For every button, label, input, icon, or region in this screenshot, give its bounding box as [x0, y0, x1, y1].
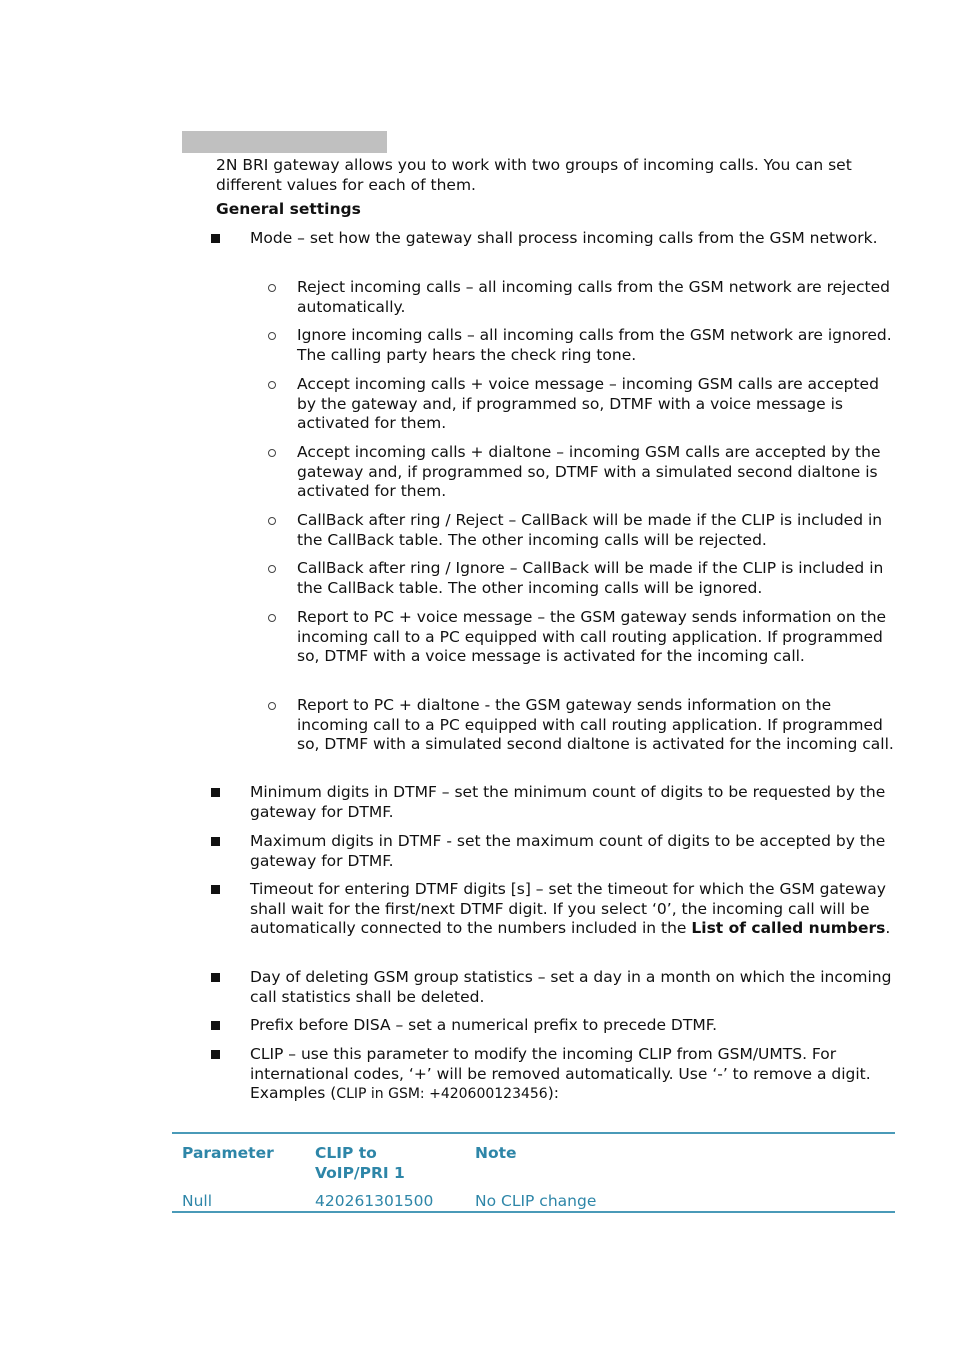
- mode-option: Report to PC + voice message – the GSM gateway sends information on the incoming call to a PC equipped with call routing application. If programmed so, DTMF with a voice message is activated for the incoming call.: [297, 608, 887, 666]
- mode-option: Accept incoming calls + dialtone – incoming GSM calls are accepted by the gateway and, if programmed so, DTMF with a simulated second dialtone is activated for them.: [297, 443, 881, 501]
- clip-example-text: CLIP in GSM: +420600123456: [336, 1086, 548, 1103]
- bullet-circle-icon: [268, 517, 276, 525]
- bullet-circle-icon: [268, 381, 276, 389]
- intro-paragraph: 2N BRI gateway allows you to work with two groups of incoming calls. You can set different values for each of them.: [216, 156, 852, 194]
- table-header-note: Note: [475, 1144, 517, 1162]
- mode-bullet: Mode – set how the gateway shall process incoming calls from the GSM network.: [250, 229, 878, 247]
- bullet-square-icon: [211, 1021, 220, 1030]
- clip-bullet: CLIP – use this parameter to modify the incoming CLIP from GSM/UMTS. For international codes, ‘+’ will be removed automatically. Use ‘-’ to remove a digit. Examples (CLIP in GSM: +420600123456):: [250, 1045, 871, 1103]
- prefix-bullet: Prefix before DISA – set a numerical prefix to precede DTMF.: [250, 1016, 718, 1034]
- max-digits-bullet: Maximum digits in DTMF - set the maximum count of digits to be accepted by the gateway for DTMF.: [250, 832, 886, 870]
- list-of-called-numbers-text: List of called numbers: [691, 919, 886, 938]
- mode-option: CallBack after ring / Ignore – CallBack will be made if the CLIP is included in the CallBack table. The other incoming calls will be ignored.: [297, 559, 884, 597]
- table-header-parameter: Parameter: [182, 1144, 274, 1162]
- bullet-square-icon: [211, 837, 220, 846]
- day-deleting-bullet: Day of deleting GSM group statistics – set a day in a month on which the incoming call statistics shall be deleted.: [250, 968, 892, 1006]
- mode-option: Reject incoming calls – all incoming calls from the GSM network are rejected automatically.: [297, 278, 890, 316]
- bullet-circle-icon: [268, 702, 276, 710]
- table-cell-parameter: Null: [182, 1192, 213, 1210]
- bullet-circle-icon: [268, 284, 276, 292]
- mode-option: Report to PC + dialtone - the GSM gateway sends information on the incoming call to a PC equipped with call routing application. If programmed so, DTMF with a simulated second dialtone is activated for the incoming call.: [297, 696, 894, 754]
- section-title-bar: [182, 131, 387, 153]
- bullet-circle-icon: [268, 332, 276, 340]
- table-cell-clip: 420261301500: [315, 1192, 434, 1210]
- table-bottom-rule: [172, 1211, 895, 1213]
- mode-option: Ignore incoming calls – all incoming calls from the GSM network are ignored. The calling party hears the check ring tone.: [297, 326, 892, 364]
- bullet-square-icon: [211, 885, 220, 894]
- table-cell-note: No CLIP change: [475, 1192, 597, 1210]
- bullet-circle-icon: [268, 565, 276, 573]
- general-settings-heading: General settings: [216, 200, 361, 218]
- bullet-square-icon: [211, 973, 220, 982]
- min-digits-bullet: Minimum digits in DTMF – set the minimum count of digits to be requested by the gateway for DTMF.: [250, 783, 886, 821]
- bullet-square-icon: [211, 788, 220, 797]
- mode-option: Accept incoming calls + voice message – incoming GSM calls are accepted by the gateway and, if programmed so, DTMF with a voice message is activated for them.: [297, 375, 879, 433]
- timeout-bullet: Timeout for entering DTMF digits [s] – set the timeout for which the GSM gateway shall wait for the first/next DTMF digit. If you select ‘0’, the incoming call will be automatically connected to the numbers included in the List of called numbers.: [250, 880, 891, 938]
- bullet-circle-icon: [268, 614, 276, 622]
- bullet-square-icon: [211, 1050, 220, 1059]
- bullet-circle-icon: [268, 449, 276, 457]
- bullet-square-icon: [211, 234, 220, 243]
- table-top-rule: [172, 1132, 895, 1134]
- table-header-clip: CLIP to VoIP/PRI 1: [315, 1144, 405, 1182]
- mode-option: CallBack after ring / Reject – CallBack will be made if the CLIP is included in the CallBack table. The other incoming calls will be rejected.: [297, 511, 883, 549]
